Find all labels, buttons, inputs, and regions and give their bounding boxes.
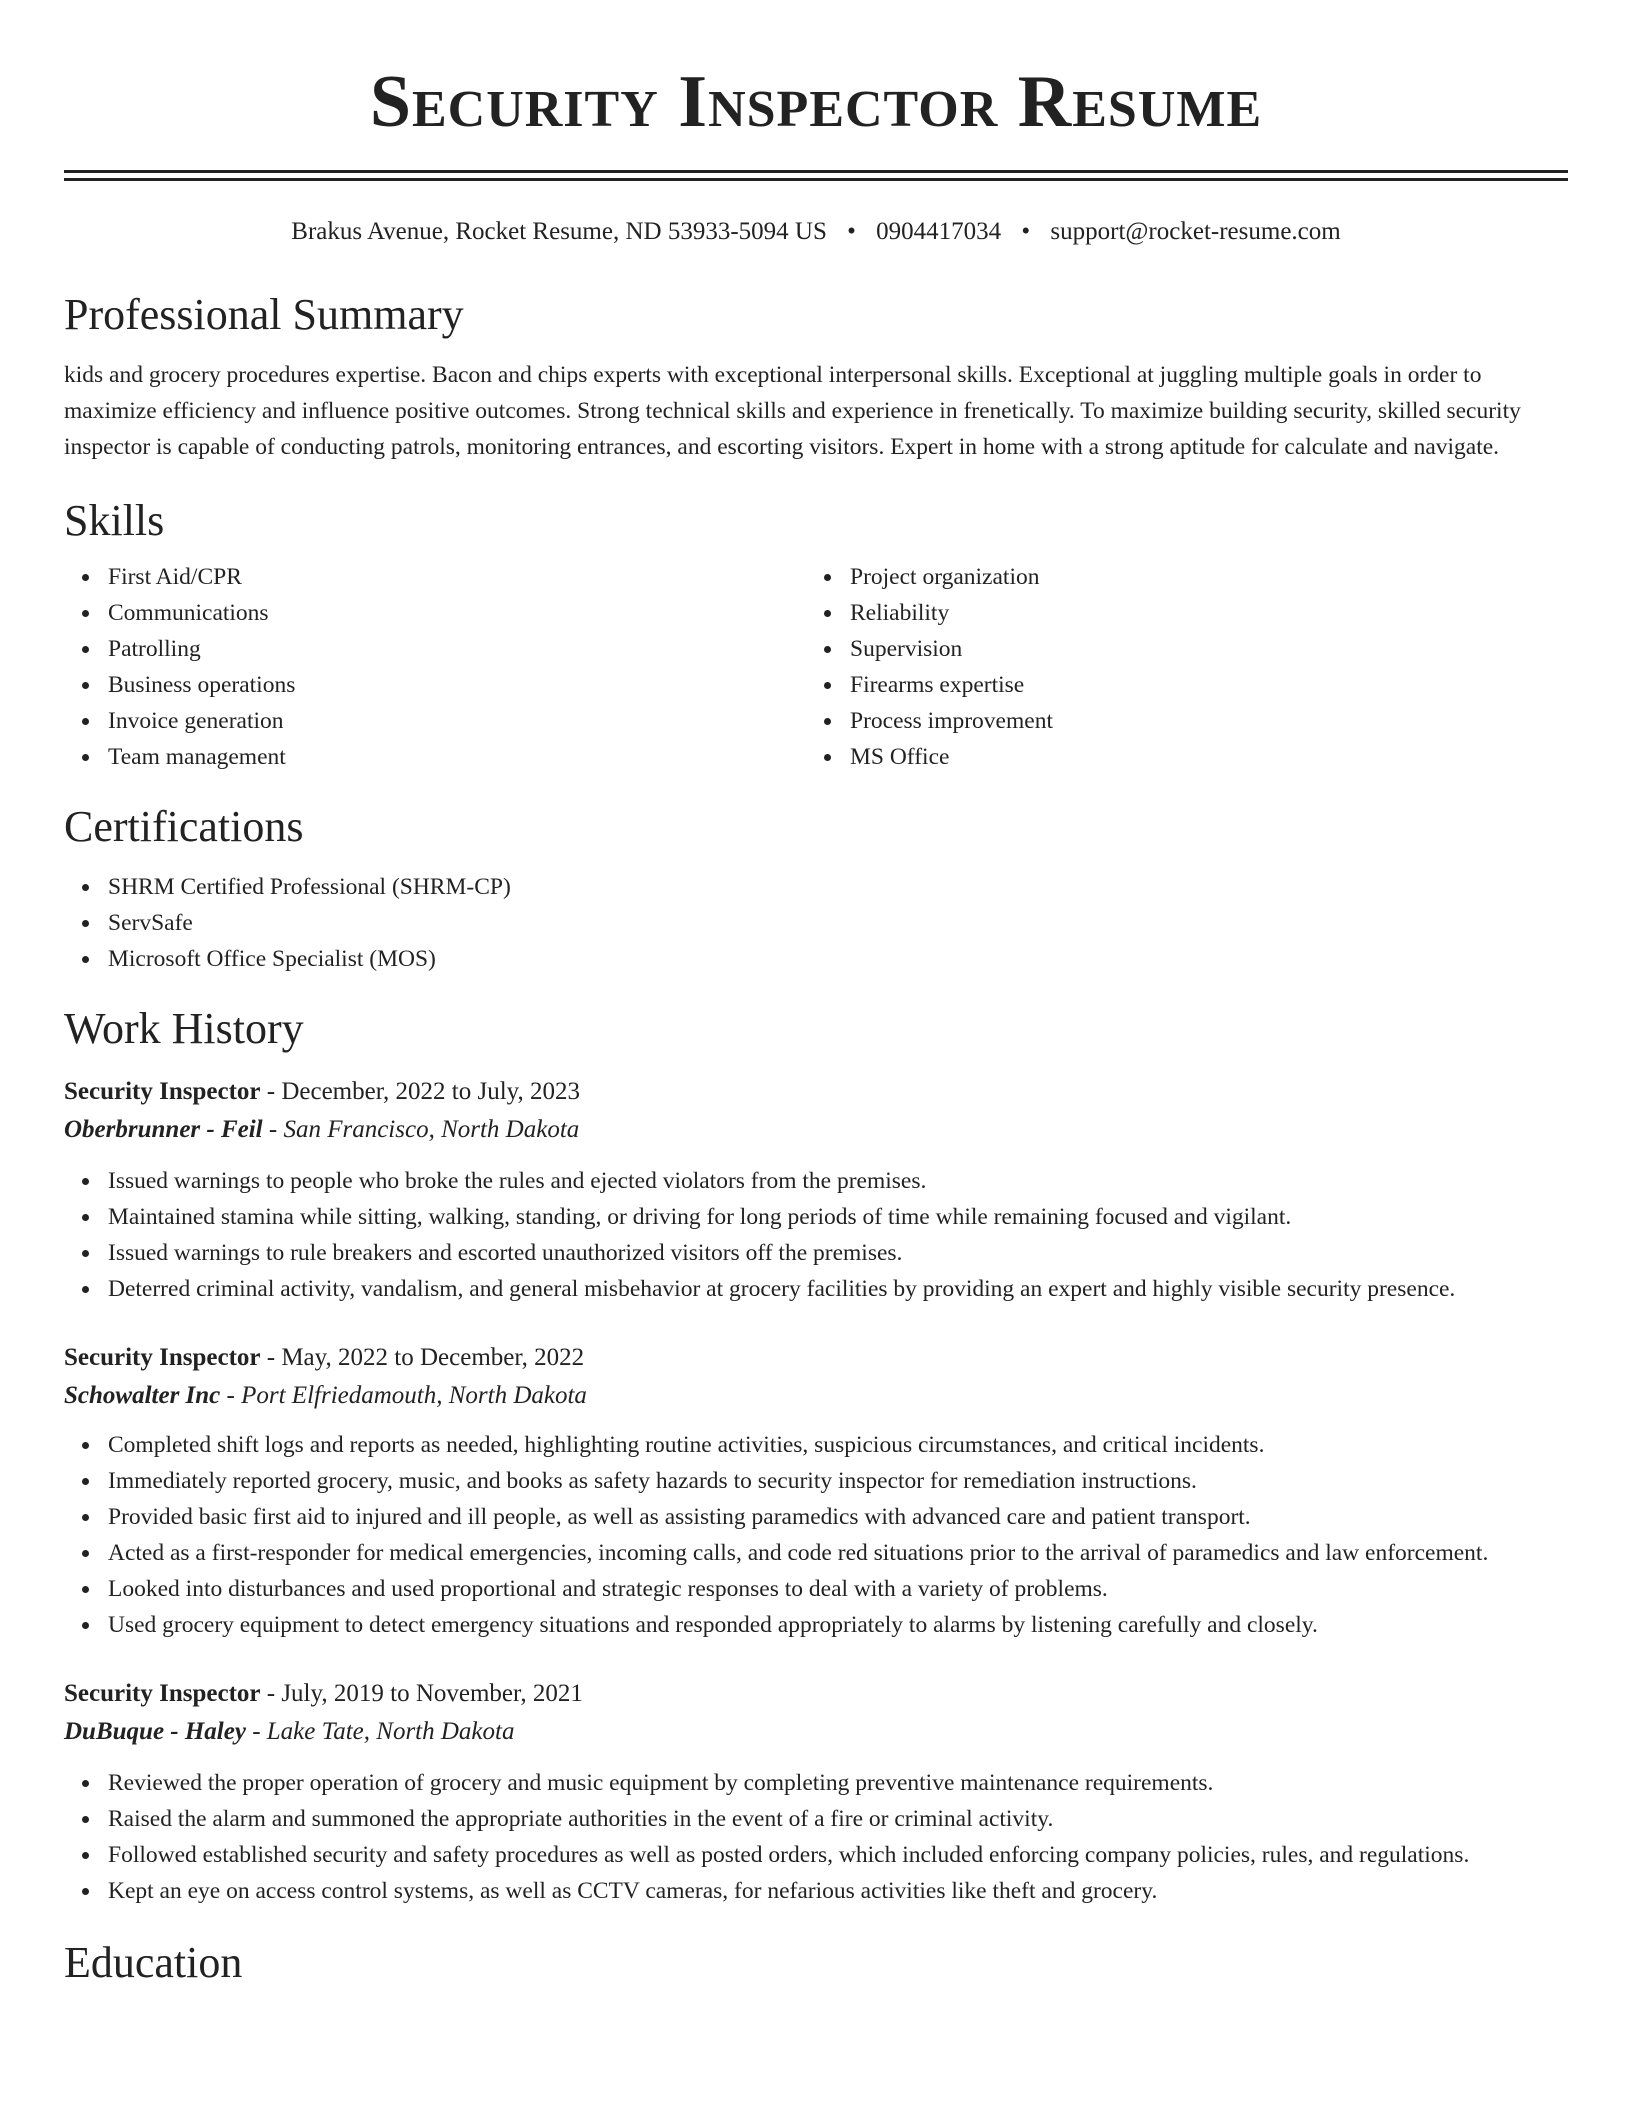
skill-item: MS Office xyxy=(806,739,1548,775)
job-bullet: Acted as a first-responder for medical emergencies, incoming calls, and code red situations prior to the arrival of paramedics and law enforcement. xyxy=(64,1535,1568,1571)
job-entry xyxy=(64,1073,1568,1307)
job-bullet: Followed established security and safety procedures as well as posted orders, which included enforcing company policies, rules, and regulations. xyxy=(64,1837,1568,1873)
job-dates: - December, 2022 to July, 2023 xyxy=(260,1078,581,1105)
job-location: - San Francisco, North Dakota xyxy=(262,1116,580,1143)
skill-item: Project organization xyxy=(806,559,1548,595)
job-bullet: Issued warnings to rule breakers and escorted unauthorized visitors off the premises. xyxy=(64,1235,1568,1271)
job-company-line xyxy=(64,1713,1568,1751)
job-bullets xyxy=(64,1427,1568,1643)
skill-item: Reliability xyxy=(806,595,1548,631)
certification-item: SHRM Certified Professional (SHRM-CP) xyxy=(64,869,1568,905)
job-company: DuBuque - Haley xyxy=(64,1718,246,1745)
section-heading-summary: Professional Summary xyxy=(64,290,464,339)
section-heading-certifications: Certifications xyxy=(64,802,304,851)
job-bullet: Used grocery equipment to detect emergency situations and responded appropriately to alarms by listening carefully and closely. xyxy=(64,1607,1568,1643)
contact-address: Brakus Avenue, Rocket Resume, ND 53933-5094 US xyxy=(291,218,827,245)
skill-item: Firearms expertise xyxy=(806,667,1548,703)
skill-item: Team management xyxy=(64,739,806,775)
job-bullet: Kept an eye on access control systems, as well as CCTV cameras, for nefarious activities like theft and grocery. xyxy=(64,1873,1568,1909)
job-entry xyxy=(64,1675,1568,1909)
job-title-line xyxy=(64,1339,1568,1377)
skills-list-right xyxy=(806,559,1548,775)
certification-item: ServSafe xyxy=(64,905,1568,941)
job-bullet: Immediately reported grocery, music, and books as safety hazards to security inspector for remediation instructions. xyxy=(64,1463,1568,1499)
section-heading-education: Education xyxy=(64,1938,243,1987)
job-bullets xyxy=(64,1765,1568,1909)
contact-email: support@rocket-resume.com xyxy=(1050,218,1341,245)
job-bullet: Looked into disturbances and used proportional and strategic responses to deal with a variety of problems. xyxy=(64,1571,1568,1607)
contact-line xyxy=(64,215,1568,249)
contact-separator: • xyxy=(1021,218,1031,245)
contact-separator: • xyxy=(847,218,856,245)
skill-item: Process improvement xyxy=(806,703,1548,739)
certification-item: Microsoft Office Specialist (MOS) xyxy=(64,941,1568,977)
title-divider-bottom xyxy=(64,178,1568,181)
job-bullet: Issued warnings to people who broke the rules and ejected violators from the premises. xyxy=(64,1163,1568,1199)
job-title-line xyxy=(64,1675,1568,1713)
skill-item: Patrolling xyxy=(64,631,806,667)
job-bullet: Provided basic first aid to injured and ill people, as well as assisting paramedics with advanced care and patient transport. xyxy=(64,1499,1568,1535)
section-heading-skills: Skills xyxy=(64,496,165,545)
job-bullet: Raised the alarm and summoned the appropriate authorities in the event of a fire or criminal activity. xyxy=(64,1801,1568,1837)
page-title: Security Inspector Resume xyxy=(369,61,1263,143)
job-company: Schowalter Inc xyxy=(64,1382,221,1409)
job-location: - Port Elfriedamouth, North Dakota xyxy=(220,1382,587,1409)
job-dates: - July, 2019 to November, 2021 xyxy=(260,1680,583,1707)
job-title: Security Inspector xyxy=(64,1344,261,1371)
job-bullets xyxy=(64,1163,1568,1307)
skill-item: Communications xyxy=(64,595,806,631)
job-title: Security Inspector xyxy=(64,1680,261,1707)
job-company-line xyxy=(64,1377,1568,1415)
job-bullet: Completed shift logs and reports as needed, highlighting routine activities, suspicious circumstances, and critical incidents. xyxy=(64,1427,1568,1463)
job-location: - Lake Tate, North Dakota xyxy=(245,1718,515,1745)
skill-item: First Aid/CPR xyxy=(64,559,806,595)
section-heading-work-history: Work History xyxy=(64,1004,304,1053)
job-dates: - May, 2022 to December, 2022 xyxy=(260,1344,585,1371)
skill-item: Supervision xyxy=(806,631,1548,667)
job-title: Security Inspector xyxy=(64,1078,261,1105)
skill-item: Invoice generation xyxy=(64,703,806,739)
job-entry xyxy=(64,1339,1568,1643)
certifications-list xyxy=(64,869,1568,977)
job-title-line xyxy=(64,1073,1568,1111)
job-company: Oberbrunner - Feil xyxy=(64,1116,263,1143)
summary-text: kids and grocery procedures expertise. Bacon and chips experts with exceptional interpersonal skills. Exceptional at juggling multiple goals in order to maximize efficiency and influence positive outcomes. Strong technical skills and experience in frenetically. To maximize building security, skilled security inspector is capable of conducting patrols, monitoring entrances, and escorting visitors. Expert in home with a strong aptitude for calculate and navigate. xyxy=(64,362,1521,460)
job-bullet: Deterred criminal activity, vandalism, and general misbehavior at grocery facilities by providing an expert and highly visible security presence. xyxy=(64,1271,1568,1307)
skills-columns xyxy=(64,559,1568,775)
skill-item: Business operations xyxy=(64,667,806,703)
skills-list-left xyxy=(64,559,806,775)
contact-phone: 0904417034 xyxy=(876,218,1002,245)
job-company-line xyxy=(64,1111,1568,1149)
job-bullet: Maintained stamina while sitting, walking, standing, or driving for long periods of time while remaining focused and vigilant. xyxy=(64,1199,1568,1235)
job-bullet: Reviewed the proper operation of grocery and music equipment by completing preventive maintenance requirements. xyxy=(64,1765,1568,1801)
